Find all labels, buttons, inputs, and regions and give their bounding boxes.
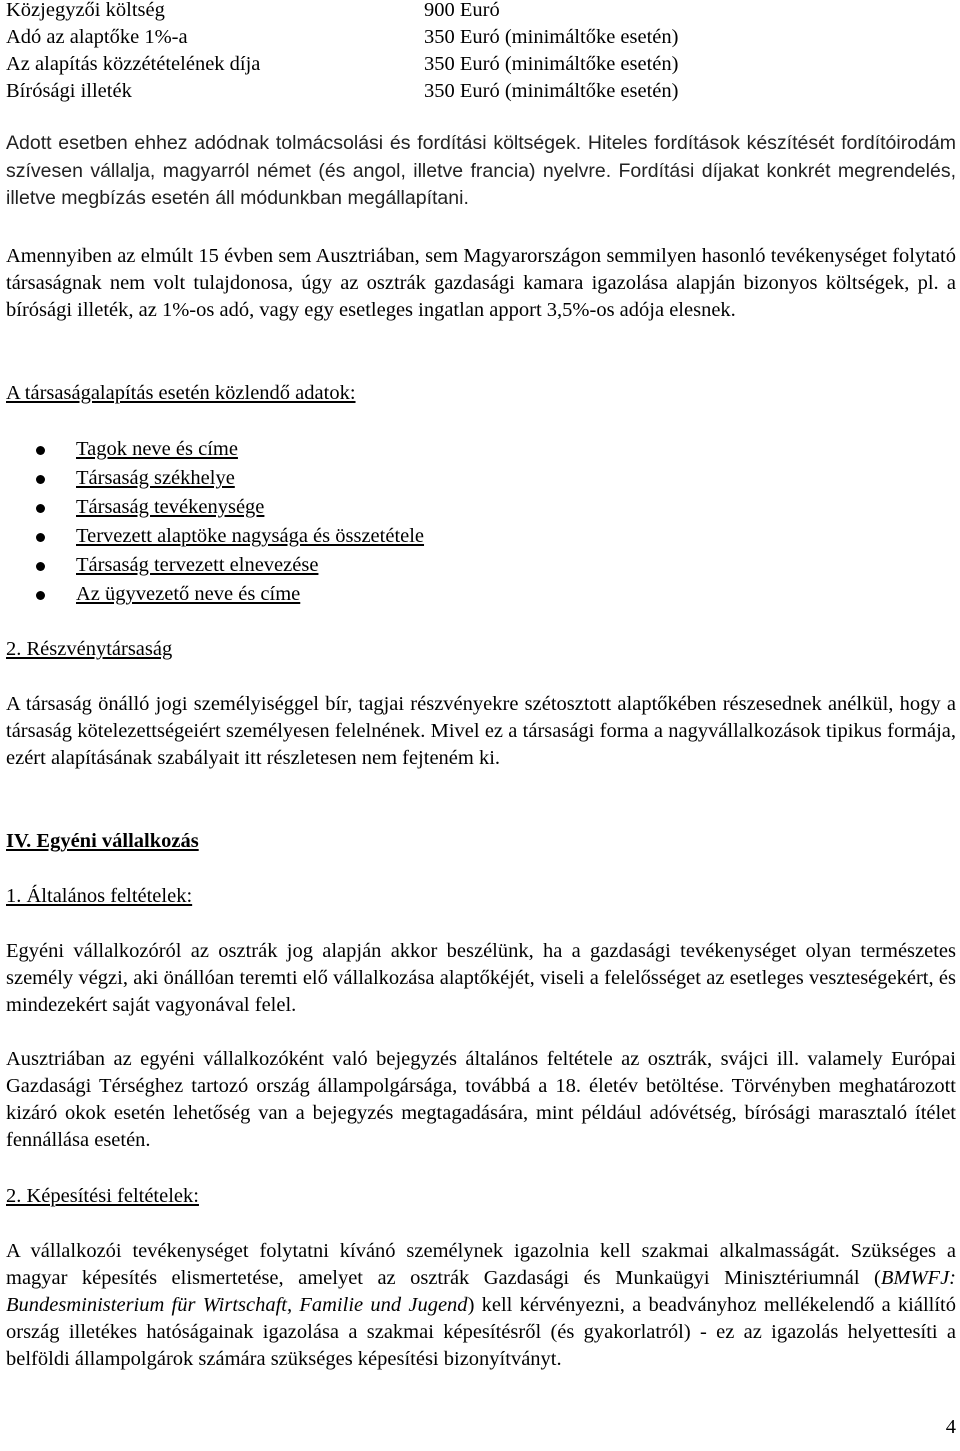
bullet-icon bbox=[36, 591, 45, 600]
fee-value: 350 Euró (minimáltőke esetén) bbox=[424, 80, 679, 102]
fee-label: Közjegyzői költség bbox=[6, 0, 165, 21]
fee-value: 350 Euró (minimáltőke esetén) bbox=[424, 53, 679, 75]
list-item-text: Társaság tevékenysége bbox=[76, 496, 265, 518]
exemption-paragraph: Amennyiben az elmúlt 15 évben sem Ausztriában, sem Magyarországon semmilyen hasonló tevékenységet folytató társaságnak nem volt tulajdonosa, úgy az osztrák gazdasági kamara igazolása alapján bizonyos költségek, pl. a bírósági illeték, az 1%-os adó, vagy egy esetleges ingatlan apport 3,5%-os adója elesnek. bbox=[6, 245, 956, 321]
qualification-heading: 2. Képesítési feltételek: bbox=[6, 1185, 199, 1207]
fee-label: Az alapítás közzétételének díja bbox=[6, 53, 261, 75]
general-conditions-paragraph-2: Ausztriában az egyéni vállalkozóként való bejegyzés általános feltétele az osztrák, svájci ill. valamely Európai Gazdasági Térséghez tartozó ország állampolgársága, továbbá a 18. életév betöltése. Törvényben meghatározott kizáró okok esetén lehetőség van a bejegyzés megtagadására, mint például adóvétség, bírósági marasztaló ítélet fennállása esetén. bbox=[6, 1048, 956, 1151]
list-item-text: Tagok neve és címe bbox=[76, 438, 238, 460]
fee-row bbox=[6, 24, 956, 51]
fee-row bbox=[6, 0, 956, 24]
fee-value: 900 Euró bbox=[424, 0, 500, 21]
qualification-text-end: ) kell kérvényezni, a beadványhoz mellékelendő a kiállító ország illetékes hatóságainak igazolása a szakmai képesítésről (és gyakorlatról) - ez az igazolás helyettesíti a belföldi állampolgárok számára szükséges képesítési bizonyítványt. bbox=[6, 1294, 956, 1370]
data-list-heading: A társaságalapítás esetén közlendő adatok: bbox=[6, 382, 356, 404]
page-number: 4 bbox=[945, 1416, 956, 1438]
bullet-icon bbox=[36, 446, 45, 455]
list-item-text: Az ügyvezető neve és címe bbox=[76, 583, 301, 605]
fee-value: 350 Euró (minimáltőke esetén) bbox=[424, 26, 679, 48]
list-item-text: Tervezett alaptöke nagysága és összetétele bbox=[76, 525, 425, 547]
ministry-name: BMWFJ: Bundesministerium für Wirtschaft, Familie und Jugend bbox=[6, 1267, 956, 1316]
general-conditions-heading: 1. Általános feltételek: bbox=[6, 885, 193, 907]
bullet-icon bbox=[36, 504, 45, 513]
qualification-paragraph bbox=[6, 1238, 956, 1373]
section-rt-paragraph: A társaság önálló jogi személyiséggel bír, tagjai részvényekre szétosztott alaptőkében részesednek anélkül, hogy a társaság kötelezettségeiért személyesen felelnének. Mivel ez a társasági forma a nagyvállalkozások tipikus formája, ezért alapításának szabályait itt részletesen nem fejteném ki. bbox=[6, 693, 956, 769]
section-iv-heading: IV. Egyéni vállalkozás bbox=[6, 830, 199, 852]
bullet-icon bbox=[36, 533, 45, 542]
translation-paragraph: Adott esetben ehhez adódnak tolmácsolási és fordítási költségek. Hiteles fordítások készítését fordítóirodám szívesen vállalja, magyarról német (és angol, illetve francia) nyelvre. Fordítási díjakat konkrét megrendelés, illetve megbízás esetén áll módunkban megállapítani. bbox=[6, 132, 956, 209]
qualification-text-start: A vállalkozói tevékenységet folytatni kívánó személynek igazolnia kell szakmai alkalmasságát. Szükséges a magyar képesítés elismertetése, amelyet az osztrák Gazdasági és Munkaügyi Minisztériumnál ( bbox=[6, 1240, 956, 1289]
fee-row bbox=[6, 78, 956, 105]
list-item-text: Társaság székhelye bbox=[76, 467, 235, 489]
bullet-icon bbox=[36, 475, 45, 484]
general-conditions-paragraph-1: Egyéni vállalkozóról az osztrák jog alapján akkor beszélünk, ha a gazdasági tevékenységet olyan természetes személy végzi, aki önállóan teremti elő vállalkozása alaptőkéjét, viseli a felelősséget az esetleges veszteségekért, és mindezekért saját vagyonával felel. bbox=[6, 940, 956, 1016]
fee-label: Adó az alaptőke 1%-a bbox=[6, 26, 188, 48]
fee-row bbox=[6, 51, 956, 78]
bullet-icon bbox=[36, 562, 45, 571]
section-rt-heading: 2. Részvénytársaság bbox=[6, 638, 173, 660]
list-item-text: Társaság tervezett elnevezése bbox=[76, 554, 319, 576]
fee-label: Bírósági illeték bbox=[6, 80, 132, 102]
